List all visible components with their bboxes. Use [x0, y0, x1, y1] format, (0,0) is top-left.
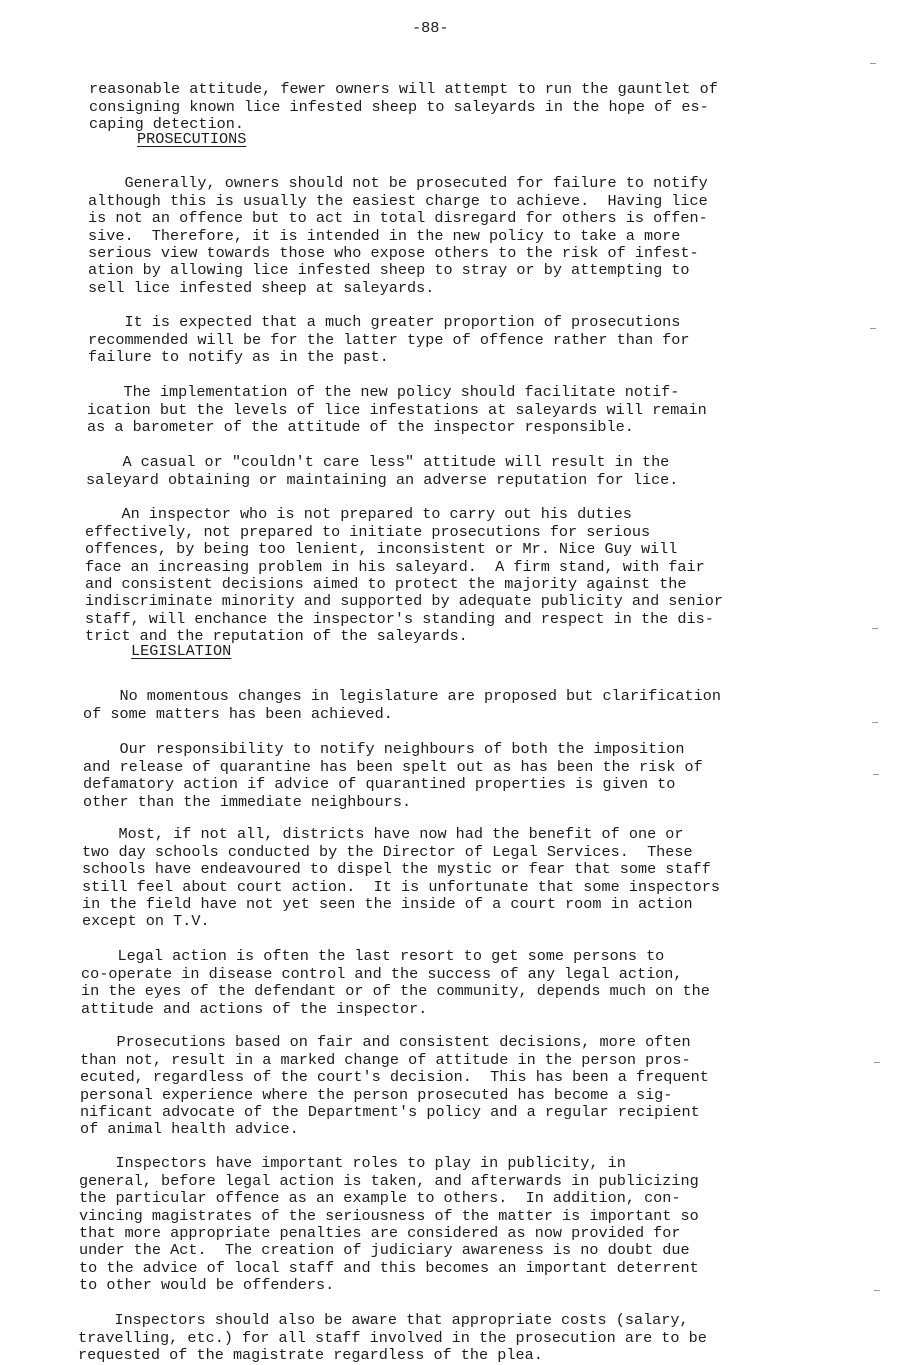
- text-line: Generally, owners should not be prosecuted for failure to notify: [88, 174, 708, 193]
- text-line: of animal health advice.: [80, 1120, 299, 1139]
- text-line: sive. Therefore, it is intended in the new policy to take a more: [88, 226, 681, 245]
- paragraph: [79, 1138, 699, 1295]
- text-line: nificant advocate of the Department's policy and a regular recipient: [80, 1103, 700, 1122]
- paragraph: [85, 489, 723, 646]
- text-line: A casual or "couldn't care less" attitude will result in the: [86, 453, 670, 472]
- text-line: Prosecutions based on fair and consistent decisions, more often: [80, 1033, 691, 1052]
- scan-mark: [874, 1062, 880, 1063]
- text-line: in the eyes of the defendant or of the community, depends much on the: [81, 982, 710, 1001]
- scan-mark: [870, 328, 876, 329]
- text-line: other than the immediate neighbours.: [83, 792, 412, 811]
- text-line: in the field have not yet seen the inside of a court room in action: [82, 895, 693, 914]
- paragraph: [88, 158, 708, 297]
- text-line: under the Act. The creation of judiciary awareness is no doubt due: [79, 1241, 690, 1260]
- text-line: serious view towards those who expose others to the risk of infest-: [88, 244, 699, 263]
- text-line: Our responsibility to notify neighbours of both the imposition: [83, 740, 685, 759]
- text-line: personal experience where the person prosecuted has become a sig-: [80, 1085, 673, 1104]
- text-line: except on T.V.: [82, 912, 210, 931]
- text-line: caping detection.: [89, 115, 244, 134]
- text-line: and consistent decisions aimed to protect the majority against the: [85, 575, 687, 594]
- text-line: An inspector who is not prepared to carry out his duties: [85, 505, 632, 524]
- text-line: general, before legal action is taken, and afterwards in publicizing: [79, 1171, 699, 1190]
- text-line: and release of quarantine has been spelt out as has been the risk of: [83, 757, 703, 776]
- paragraph: [81, 931, 710, 1018]
- text-line: Inspectors have important roles to play in publicity, in: [79, 1154, 626, 1173]
- text-line: ication but the levels of lice infestations at saleyards will remain: [87, 400, 707, 419]
- paragraph: [80, 1017, 709, 1139]
- scan-mark: [874, 1290, 880, 1291]
- text-line: The implementation of the new policy should facilitate notif-: [87, 383, 680, 402]
- text-line: than not, result in a marked change of attitude in the person pros-: [80, 1050, 691, 1069]
- paragraph: [88, 297, 690, 367]
- scan-mark: [872, 628, 878, 629]
- text-line: saleyard obtaining or maintaining an adverse reputation for lice.: [86, 470, 679, 489]
- text-line: No momentous changes in legislature are proposed but clarification: [83, 687, 721, 706]
- section-heading-legislation: LEGISLATION: [131, 642, 232, 660]
- page-number: -88-: [412, 19, 449, 37]
- text-line: two day schools conducted by the Director of Legal Services. These: [82, 842, 693, 861]
- text-line: to other would be offenders.: [79, 1276, 335, 1295]
- text-line: of some matters has been achieved.: [83, 704, 393, 723]
- text-line: defamatory action if advice of quarantined properties is given to: [83, 775, 676, 794]
- text-line: schools have endeavoured to dispel the mystic or fear that some staff: [82, 860, 711, 879]
- scan-mark: [873, 774, 879, 775]
- text-line: the particular offence as an example to others. In addition, con-: [79, 1189, 681, 1208]
- paragraph: [89, 64, 718, 134]
- text-line: consigning known lice infested sheep to saleyards in the hope of es-: [89, 97, 709, 116]
- text-line: vincing magistrates of the seriousness of the matter is important so: [79, 1206, 699, 1225]
- text-line: sell lice infested sheep at saleyards.: [88, 278, 435, 297]
- text-line: to the advice of local staff and this becomes an important deterrent: [79, 1258, 699, 1277]
- text-line: ation by allowing lice infested sheep to stray or by attempting to: [88, 261, 690, 280]
- text-line: effectively, not prepared to initiate prosecutions for serious: [85, 522, 651, 541]
- text-line: indiscriminate minority and supported by adequate publicity and senior: [85, 592, 723, 611]
- text-line: although this is usually the easiest charge to achieve. Having lice: [88, 191, 708, 210]
- paragraph: [83, 671, 721, 723]
- text-line: travelling, etc.) for all staff involved in the prosecution are to be: [78, 1328, 707, 1347]
- text-line: Legal action is often the last resort to get some persons to: [81, 947, 665, 966]
- text-line: offences, by being too lenient, inconsistent or Mr. Nice Guy will: [85, 540, 678, 559]
- scan-mark: [872, 722, 878, 723]
- text-line: face an increasing problem in his saleyard. A firm stand, with fair: [85, 557, 705, 576]
- text-line: failure to notify as in the past.: [88, 348, 389, 367]
- text-line: ecuted, regardless of the court's decision. This has been a frequent: [80, 1068, 709, 1087]
- text-line: recommended will be for the latter type of offence rather than for: [88, 330, 690, 349]
- text-line: co-operate in disease control and the success of any legal action,: [81, 964, 683, 983]
- text-line: Inspectors should also be aware that appropriate costs (salary,: [78, 1311, 689, 1330]
- text-line: is not an offence but to act in total disregard for others is offen-: [88, 209, 708, 228]
- text-line: reasonable attitude, fewer owners will attempt to run the gauntlet of: [89, 80, 718, 99]
- text-line: still feel about court action. It is unfortunate that some inspectors: [82, 877, 720, 896]
- text-line: staff, will enchance the inspector's standing and respect in the dis-: [85, 609, 714, 628]
- text-line: attitude and actions of the inspector.: [81, 999, 428, 1018]
- paragraph: [78, 1295, 707, 1365]
- paragraph: [82, 809, 720, 931]
- section-heading-prosecutions: PROSECUTIONS: [137, 130, 247, 148]
- text-line: It is expected that a much greater proportion of prosecutions: [88, 313, 681, 332]
- paragraph: [83, 724, 703, 811]
- text-line: as a barometer of the attitude of the inspector responsible.: [87, 418, 634, 437]
- text-line: trict and the reputation of the saleyards.: [85, 627, 468, 646]
- scan-mark: [870, 63, 876, 64]
- text-line: that more appropriate penalties are considered as now provided for: [79, 1224, 681, 1243]
- text-line: Most, if not all, districts have now had the benefit of one or: [82, 825, 684, 844]
- text-line: requested of the magistrate regardless of the plea.: [78, 1346, 543, 1365]
- paragraph: [86, 437, 678, 489]
- paragraph: [87, 367, 707, 437]
